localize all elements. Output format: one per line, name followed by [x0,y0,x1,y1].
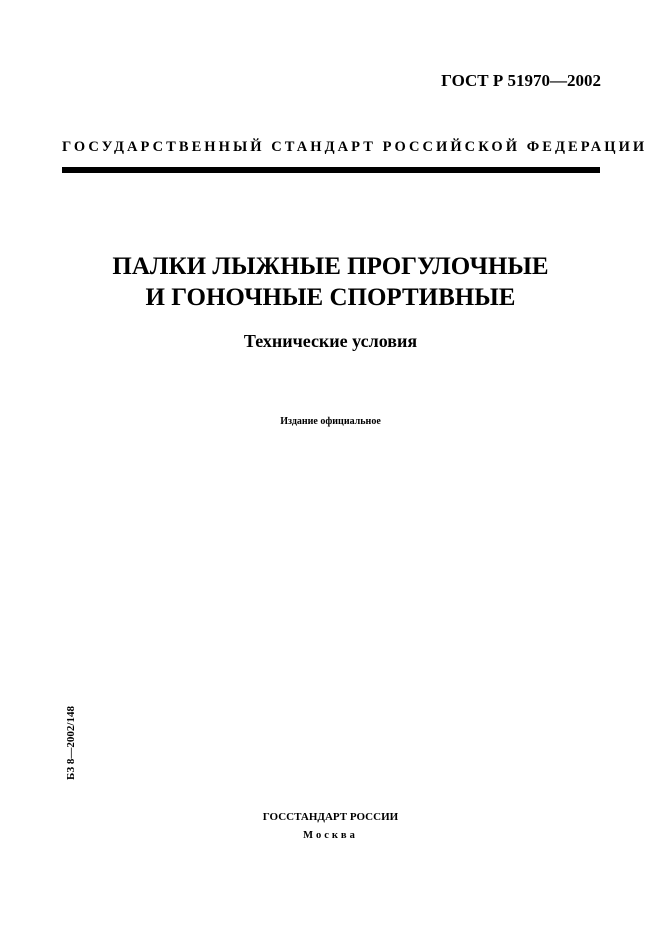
publisher: ГОССТАНДАРТ РОССИИ [262,811,399,823]
document-number: ГОСТ Р 51970—2002 [441,71,601,90]
publication-city: Москва [303,830,358,841]
side-registration-code: БЗ 8—2002/148 [65,706,77,780]
title-line-1: ПАЛКИ ЛЫЖНЫЕ ПРОГУЛОЧНЫЕ [112,253,549,280]
document-title [0,251,661,313]
header-rule [62,167,600,173]
document-subtitle: Технические условия [243,331,418,351]
standard-header: ГОСУДАРСТВЕННЫЙ СТАНДАРТ РОССИЙСКОЙ ФЕДЕРАЦИИ [62,139,648,155]
edition-label: Издание официальное [280,416,381,427]
title-line-2: И ГОНОЧНЫЕ СПОРТИВНЫЕ [145,284,516,311]
